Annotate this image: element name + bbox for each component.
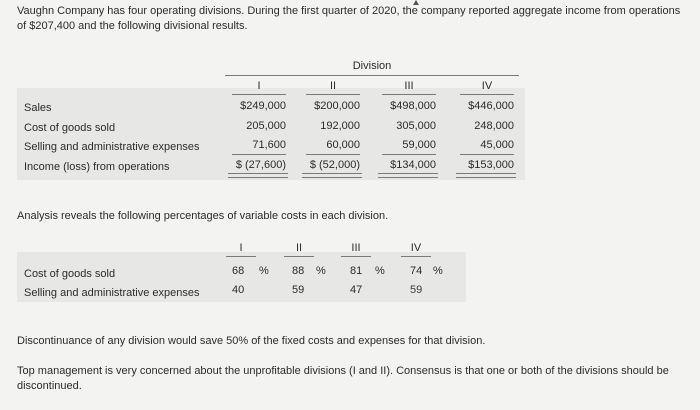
subtotal-rule-i	[232, 154, 286, 155]
col-header-iv: IV	[481, 80, 493, 92]
cell-sales-iii: $498,000	[390, 100, 436, 112]
pct-row-label-selling-admin: Selling and administrative expenses	[24, 287, 200, 299]
intro-paragraph: Vaughn Company has four operating divisions. During the first quarter of 2020, the company reported aggregate income from operations of $207,400 and the following divisional results.	[17, 5, 681, 32]
cell-sales-iv: $446,000	[468, 100, 514, 112]
cell-income-i: $ (27,600)	[235, 159, 286, 171]
col-rule-iv	[460, 94, 514, 95]
pct-selling-admin-iii: 47	[350, 284, 363, 296]
col-rule-i	[232, 94, 286, 95]
management-paragraph: Top management is very concerned about the unprofitable divisions (I and II). Consensus is that one or both of the divisions should be discontinued.	[17, 365, 669, 392]
pct-row-label-cogs: Cost of goods sold	[24, 268, 116, 280]
cell-sales-i: $249,000	[240, 100, 286, 112]
pct-col-header-i: I	[239, 242, 243, 254]
pct-col-rule-i	[226, 256, 256, 257]
discontinuance-paragraph: Discontinuance of any division would save 50% of the fixed costs and expenses for that division.	[17, 335, 486, 347]
cell-cogs-iv: 248,000	[474, 120, 514, 132]
pct-symbol-ii: %	[316, 265, 326, 277]
pct-cogs-i: 68	[232, 265, 245, 277]
total-double-rule-ii	[302, 173, 362, 178]
cell-selling-admin-iii: 59,000	[402, 139, 436, 151]
total-double-rule-iv	[456, 173, 516, 178]
pct-symbol-iii: %	[375, 265, 385, 277]
cell-sales-ii: $200,000	[314, 100, 360, 112]
cell-selling-admin-i: 71,600	[252, 139, 286, 151]
cell-income-iv: $153,000	[468, 159, 514, 171]
subtotal-rule-iii	[382, 154, 436, 155]
subtotal-rule-ii	[306, 154, 360, 155]
pct-selling-admin-i: 40	[232, 284, 245, 296]
cell-income-ii: $ (52,000)	[309, 159, 360, 171]
subtotal-rule-iv	[460, 154, 514, 155]
pct-selling-admin-ii: 59	[292, 284, 305, 296]
pct-col-header-iii: III	[351, 242, 361, 254]
analysis-paragraph: Analysis reveals the following percentages of variable costs in each division.	[17, 210, 389, 222]
col-header-ii: II	[329, 80, 337, 92]
row-label-selling-admin: Selling and administrative expenses	[24, 141, 200, 153]
pct-col-header-ii: II	[295, 242, 303, 254]
col-rule-iii	[382, 94, 436, 95]
pct-col-header-iv: IV	[410, 242, 422, 254]
division-header-rule	[225, 75, 519, 76]
cell-cogs-iii: 305,000	[396, 120, 436, 132]
cell-selling-admin-ii: 60,000	[326, 139, 360, 151]
col-rule-ii	[306, 94, 360, 95]
total-double-rule-iii	[378, 173, 438, 178]
pct-cogs-ii: 88	[292, 265, 305, 277]
col-header-iii: III	[404, 80, 414, 92]
row-label-sales: Sales	[24, 102, 52, 114]
cell-selling-admin-iv: 45,000	[480, 139, 514, 151]
pct-col-rule-iv	[401, 256, 431, 257]
row-label-income: Income (loss) from operations	[24, 161, 170, 173]
pct-cogs-iv: 74	[410, 265, 423, 277]
division-header: Division	[352, 60, 392, 72]
pct-col-rule-iii	[341, 256, 371, 257]
pct-symbol-i: %	[259, 265, 269, 277]
total-double-rule-i	[228, 173, 288, 178]
col-header-i: I	[257, 80, 261, 92]
row-label-cogs: Cost of goods sold	[24, 122, 116, 134]
pct-cogs-iii: 81	[350, 265, 363, 277]
pct-col-rule-ii	[284, 256, 314, 257]
cell-income-iii: $134,000	[390, 159, 436, 171]
cell-cogs-i: 205,000	[246, 120, 286, 132]
cell-cogs-ii: 192,000	[320, 120, 360, 132]
pct-selling-admin-iv: 59	[410, 284, 423, 296]
pct-symbol-iv: %	[433, 265, 443, 277]
